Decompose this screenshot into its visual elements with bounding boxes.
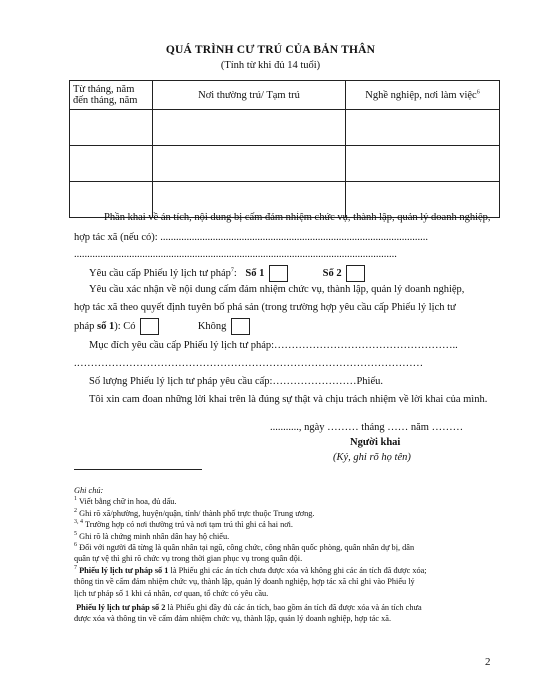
footnote-1: $^1$ Viết bằng chữ in hoa, đủ dấu. xyxy=(74,496,177,507)
table-row xyxy=(70,146,500,182)
footnote-7: $^7$ Phiếu lý lịch tư pháp số 1 là Phiếu ghi các án tích chưa được xóa và không ghi các án tích đã được xóa; thông tin về cấm đảm nhiệm chức vụ, thành lập, quản lý doanh nghiệp, hợp tác xã chỉ ghi vào Phiếu lý lịch tư pháp số 1 khi cá nhân, cơ quan, tổ chức có yêu cầu. xyxy=(74,565,427,598)
date-line[interactable]: ..........., ngày ……… tháng …… năm ……… xyxy=(270,422,464,433)
table-row xyxy=(70,110,500,146)
criminal-record-dots[interactable]: ........................................................................................................................... xyxy=(74,249,397,260)
table-cell[interactable] xyxy=(346,110,500,146)
column-header-occupation: Nghề nghiệp, nơi làm việc$^6$ xyxy=(346,81,500,110)
table-cell[interactable] xyxy=(153,110,346,146)
request-label: Yêu cầu cấp Phiếu lý lịch tư pháp xyxy=(89,267,231,279)
column-header-address: Nơi thường trú/ Tạm trú xyxy=(153,81,346,110)
signer-note: (Ký, ghi rõ họ tên) xyxy=(333,452,411,463)
quantity-line[interactable]: Số lượng Phiếu lý lịch tư pháp yêu cầu cấp:……………………Phiếu. xyxy=(89,376,383,387)
commitment-text: Tôi xin cam đoan những lời khai trên là đúng sự thật và chịu trách nhiệm về lời khai của mình. xyxy=(89,394,488,405)
footnote-3-4: $^{3, 4}$ Trường hợp có nơi thường trú và nơi tạm trú thì ghi cả hai nơi. xyxy=(74,519,294,530)
confirm-yes-checkbox[interactable] xyxy=(140,318,159,335)
page-title: QUÁ TRÌNH CƯ TRÚ CỦA BẢN THÂN xyxy=(165,44,376,56)
page-subtitle: (Tính từ khi đủ 14 tuổi) xyxy=(220,60,321,71)
request-row: Yêu cầu cấp Phiếu lý lịch tư pháp$^7$: Số 1 Số 2 xyxy=(89,265,365,282)
table-cell[interactable] xyxy=(70,146,153,182)
footnote-divider xyxy=(74,469,202,470)
footnote-8: Phiếu lý lịch tư pháp số 2 là Phiếu ghi đầy đủ các án tích, bao gồm án tích đã được xóa và án tích chưa được xóa và thông tin về cấm đảm nhiệm chức vụ, thành lập, quản lý doanh nghiệp, hợp tác xã. xyxy=(74,603,422,624)
option-2-label: Số 2 xyxy=(322,267,342,279)
purpose-line[interactable]: Mục đích yêu cầu cấp Phiếu lý lịch tư pháp:…………………………………………….. xyxy=(89,340,458,351)
table-cell[interactable] xyxy=(70,110,153,146)
table-header-row xyxy=(70,81,500,110)
criminal-record-line-1: Phần khai về án tích, nội dung bị cấm đảm nhiệm chức vụ, thành lập, quản lý doanh nghiệp, xyxy=(104,212,491,223)
table-cell[interactable] xyxy=(346,146,500,182)
notes-heading: Ghi chú: xyxy=(74,486,104,495)
signer-title: Người khai xyxy=(350,437,401,448)
option-1-checkbox[interactable] xyxy=(269,265,288,282)
residence-table xyxy=(69,80,500,218)
footnotes xyxy=(74,485,504,625)
confirm-no-checkbox[interactable] xyxy=(231,318,250,335)
purpose-dots[interactable]: .……………………………………………………………………………………… xyxy=(74,358,424,369)
page-number: 2 xyxy=(485,656,491,668)
footnote-2: $^2$ Ghi rõ xã/phường, huyện/quận, tỉnh/ thành phố trực thuộc Trung ương. xyxy=(74,508,315,518)
footnote-6: $^6$ Đối với người đã từng là quân nhân tại ngũ, công chức, công nhân quốc phòng, quân nhân dự bị, dân quân tự vệ thì ghi rõ chức vụ trong thời gian phục vụ trong quân đội. xyxy=(74,542,415,564)
confirm-line-1: Yêu cầu xác nhận về nội dung cấm đảm nhiệm chức vụ, thành lập, quản lý doanh nghiệp, xyxy=(89,284,465,295)
option-2-checkbox[interactable] xyxy=(346,265,365,282)
footnote-5: $^5$ Ghi rõ là chứng minh nhân dân hay hộ chiếu. xyxy=(74,530,230,541)
no-label: Không xyxy=(197,320,227,332)
option-1-label: Số 1 xyxy=(245,267,265,279)
confirm-line-2: hợp tác xã theo quyết định tuyên bố phá sản (trong trường hợp yêu cầu cấp Phiếu lý lịch tư xyxy=(74,302,456,313)
table-cell[interactable] xyxy=(153,146,346,182)
column-header-period: Từ tháng, năm đến tháng, năm xyxy=(70,81,153,110)
confirm-line-3: pháp số 1): Có Không xyxy=(74,318,250,335)
criminal-record-line-2[interactable]: hợp tác xã (nếu có): ...................................................................................................... xyxy=(74,232,429,243)
